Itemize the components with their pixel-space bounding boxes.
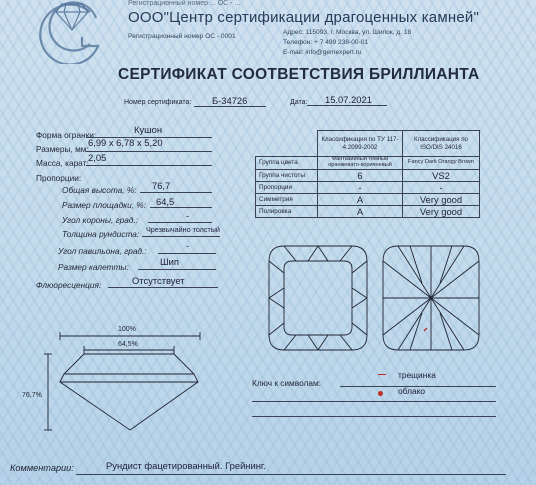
clarity-iso: VS2	[403, 169, 480, 181]
key-item-crack: трещинка	[398, 370, 436, 380]
symmetry-iso: Very good	[403, 193, 480, 205]
clarity-ty: 6	[318, 169, 403, 181]
proportions-ty: -	[318, 181, 403, 193]
table-percent-label: 64,5%	[118, 341, 138, 348]
girdle-value: Чрезвычайно толстый	[146, 225, 220, 234]
col-iso-header: Классификация по ISO/DIS 24016	[403, 131, 480, 157]
fluorescence-label: Флюоресценция:	[36, 280, 102, 290]
certificate-number-label: Номер сертификата:	[124, 99, 192, 106]
pavilion-plot-diagram	[380, 243, 482, 353]
polish-ty: A	[318, 205, 403, 217]
comments-label: Комментарии:	[10, 463, 74, 473]
shape-label: Форма огранки:	[36, 130, 97, 140]
email: E-mail: info@gemexpert.ru	[283, 49, 362, 56]
registration-number: Регистрационный номер ОС - 0001	[128, 33, 236, 40]
symmetry-ty: A	[318, 193, 403, 205]
culet-label: Размер калетты:	[58, 262, 129, 272]
table-row	[256, 181, 480, 193]
fluorescence-value: Отсутствует	[132, 275, 185, 286]
key-label: Ключ к символам:	[252, 378, 321, 388]
dimensions-value: 6,99 x 6,78 x 5,20	[88, 137, 163, 148]
girdle-label: Толщина рундиста:	[62, 229, 140, 239]
header-top-line: Регистрационный номер ... ОС - ...	[128, 0, 241, 7]
proportions-iso: -	[403, 181, 480, 193]
crown-angle-value: -	[186, 210, 190, 221]
row-label: Пропорции	[256, 181, 318, 193]
row-label: Симметрия	[256, 193, 318, 205]
pavilion-angle-label: Угол павильона, град.:	[58, 246, 147, 256]
mass-value: 2,05	[88, 152, 107, 163]
table-row	[256, 169, 480, 181]
table-size-label: Размер площадки, %:	[62, 200, 146, 210]
color-iso: Fancy Dark Orangy Brown	[403, 157, 480, 170]
certificate-title: СЕРТИФИКАТ СООТВЕТСТВИЯ БРИЛЛИАНТА	[118, 66, 480, 83]
crown-angle-label: Угол короны, град.:	[62, 215, 139, 225]
row-label: Полировка	[256, 205, 318, 217]
cloud-symbol-icon	[378, 391, 383, 396]
phone: Телефон: + 7 499 238-00-01	[283, 39, 369, 46]
table-row	[256, 193, 480, 205]
address: Адрес: 115093, г. Москва, ул. Шипок, д. 18	[283, 29, 412, 36]
crack-symbol-icon	[378, 374, 386, 375]
feather-mark-icon	[424, 328, 427, 331]
crown-plot-diagram	[266, 243, 370, 353]
depth-percent-label: 76,7%	[22, 392, 42, 399]
total-depth-label: Общая высота, %:	[62, 185, 137, 195]
proportions-label: Пропорции:	[36, 173, 82, 183]
culet-value: Шип	[160, 256, 179, 267]
row-label: Группа чистоты	[256, 169, 318, 181]
total-depth-value: 76,7	[152, 180, 171, 191]
date-label: Дата:	[290, 99, 308, 106]
dimensions-label: Размеры, мм:	[36, 144, 89, 154]
shape-value: Кушон	[134, 124, 163, 135]
width-label: 100%	[118, 326, 136, 333]
organization-name: ООО"Центр сертификации драгоценных камней"	[128, 9, 479, 26]
color-ty: Фантазийный темный оранжевато-коричневый	[318, 157, 403, 170]
certificate-number: Б-34726	[212, 95, 248, 106]
table-row	[256, 205, 480, 217]
row-label: Группа цвета	[256, 157, 318, 170]
key-item-cloud: облако	[398, 386, 426, 396]
pavilion-angle-value: -	[186, 240, 190, 251]
table-row	[256, 157, 480, 170]
col-ty-header: Классификация по ТУ 117-4.2099-2002	[318, 131, 403, 157]
polish-iso: Very good	[403, 205, 480, 217]
certificate-date: 15.07.2021	[325, 94, 372, 105]
diamond-logo-icon	[20, 0, 128, 64]
table-size-value: 64,5	[156, 196, 175, 207]
comments-text: Рундист фацетированный. Грейнинг.	[106, 460, 266, 471]
grading-table	[255, 130, 480, 218]
mass-label: Масса, карат:	[36, 158, 89, 168]
